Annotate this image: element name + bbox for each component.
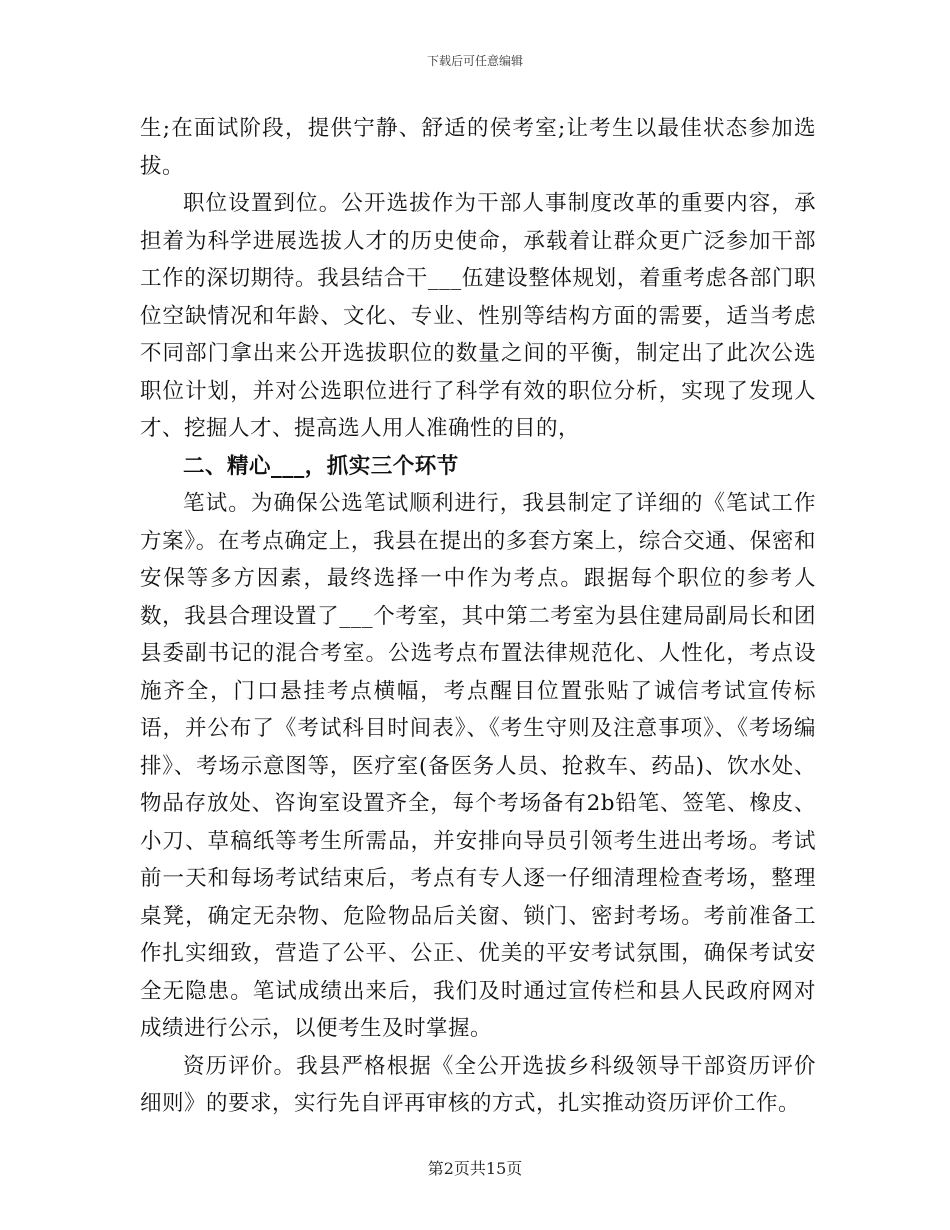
document-body	[140, 110, 816, 1123]
page-header: 下载后可任意编辑	[426, 54, 523, 68]
paragraph-position-setting: 职位设置到位。公开选拔作为干部人事制度改革的重要内容，承担着为科学进展选拔人才的历史使命，承载着让群众更广泛参加干部工作的深切期待。我县结合干___伍建设整体规划，着重考虑各部门职位空缺情况和年龄、文化、专业、性别等结构方面的需要，适当考虑不同部门拿出来公开选拔职位的数量之间的平衡，制定出了此次公选职位计划，并对公选职位进行了科学有效的职位分析，实现了发现人才、挖掘人才、提高选人用人准确性的目的，	[140, 191, 816, 441]
page-footer: 第2页共15页	[427, 1159, 523, 1178]
section-heading: 二、精心___，抓实三个环节	[183, 453, 459, 479]
paragraph-continuation: 生;在面试阶段，提供宁静、舒适的侯考室;让考生以最佳状态参加选拔。	[140, 116, 816, 179]
paragraph-written-exam: 笔试。为确保公选笔试顺利进行，我县制定了详细的《笔试工作方案》。在考点确定上，我县在提出的多套方案上，综合交通、保密和安保等多方因素，最终选择一中作为考点。跟据每个职位的参考人数，我县合理设置了___个考室，其中第二考室为县住建局副局长和团县委副书记的混合考室。公选考点布置法律规范化、人性化，考点设施齐全，门口悬挂考点横幅，考点醒目位置张贴了诚信考试宣传标语，并公布了《考试科目时间表》、《考生守则及注意事项》、《考场编排》、考场示意图等，医疗室(备医务人员、抢救车、药品)、饮水处、物品存放处、咨询室设置齐全，每个考场备有2b铅笔、签笔、橡皮、小刀、草稿纸等考生所需品，并安排向导员引领考生进出考场。考试前一天和每场考试结束后，考点有专人逐一仔细清理检查考场，整理桌凳，确定无杂物、危险物品后关窗、锁门、密封考场。考前准备工作扎实细致，营造了公平、公正、优美的平安考试氛围，确保考试安全无隐患。笔试成绩出来后，我们及时通过宣传栏和县人民政府网对成绩进行公示，以便考生及时掌握。	[140, 491, 816, 1041]
paragraph-qualification-review: 资历评价。我县严格根据《全公开选拔乡科级领导干部资历评价细则》的要求，实行先自评再审核的方式，扎实推动资历评价工作。	[140, 1053, 816, 1116]
